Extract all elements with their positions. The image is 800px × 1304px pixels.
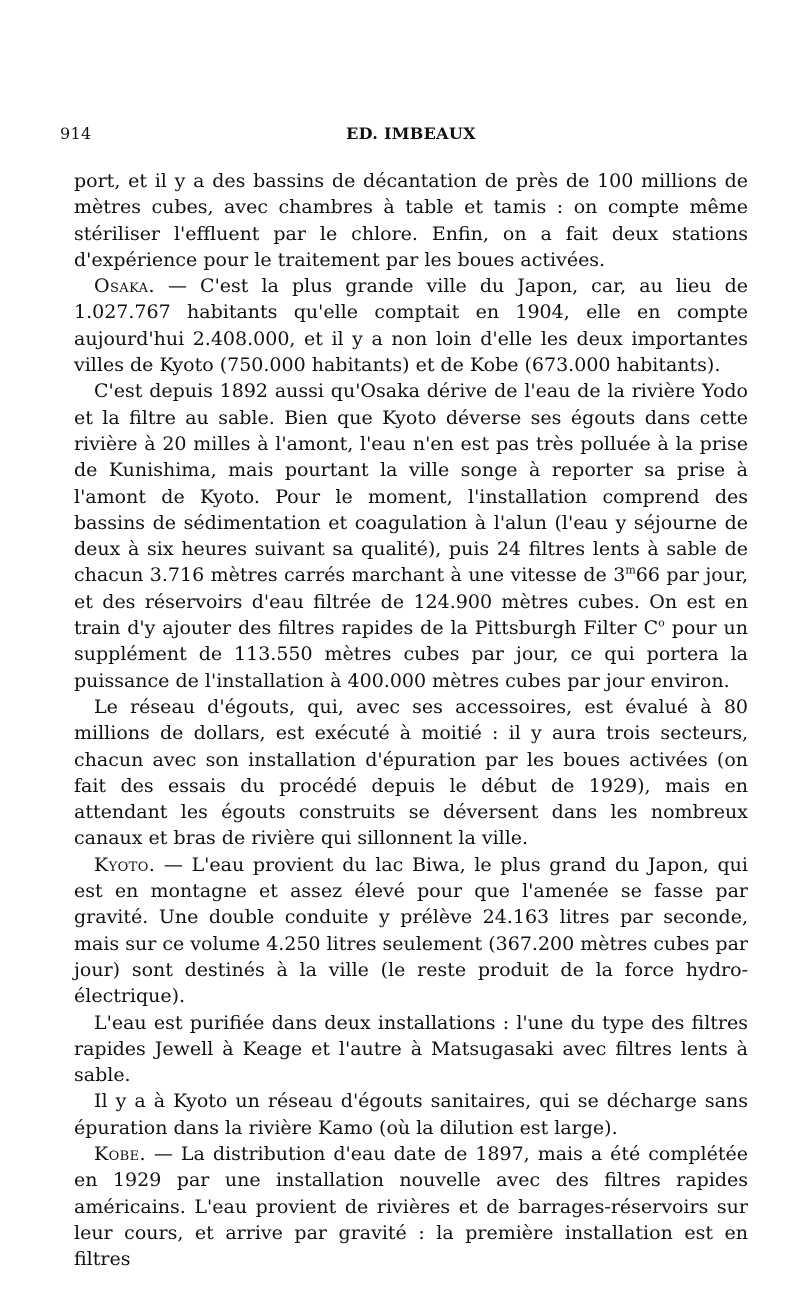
paragraph-text: — L'eau provient du lac Biwa, le plus grand du Japon, qui est en montagne et assez élevé pour que l'amenée se fasse par gravité. Une double conduite y prélève 24.163 litres par seconde, mais sur ce volume 4.250 litres seulement (367.200 mètres cubes par jour) sont destinés à la ville (le reste produit de la force hydro-électrique). <box>74 853 748 1008</box>
superscript-o: o <box>658 616 665 630</box>
paragraph-kyoto-purification <box>74 1010 748 1089</box>
section-lead-kobe: Kobe. <box>94 1142 146 1165</box>
paragraph-osaka-water <box>74 378 748 694</box>
paragraph-osaka-sewers <box>74 694 748 852</box>
paragraph-text: — La distribution d'eau date de 1897, mais a été complétée en 1929 par une installation nouvelle avec des filtres rapides américains. L'eau provient de rivières et de barrages-réservoirs sur leur cours, et arrive par gravité : la première installation est en filtres <box>74 1142 748 1271</box>
superscript-m: m <box>625 564 636 578</box>
page-number: 914 <box>60 124 92 143</box>
paragraph-osaka <box>74 273 748 378</box>
paragraph-kobe <box>74 1141 748 1272</box>
paragraph-text: — C'est la plus grande ville du Japon, car, au lieu de 1.027.767 habitants qu'elle comptait en 1904, elle en compte aujourd'hui 2.408.000, et il y a non loin d'elle les deux importantes villes de Kyoto (750.000 habitants) et de Kobe (673.000 habitants). <box>74 275 748 377</box>
paragraph-text: pour un supplément de 113.550 mètres cubes par jour, ce qui portera la puissance de l'installation à 400.000 mètres cubes par jour environ. <box>74 617 748 692</box>
paragraph-text: C'est depuis 1892 aussi qu'Osaka dérive de l'eau de la rivière Yodo et la filtre au sable. Bien que Kyoto déverse ses égouts dans cette rivière à 20 milles à l'amont, l'eau n'en est pas très polluée à la prise de Kunishima, mais pourtant la ville songe à reporter sa prise à l'amont de Kyoto. Pour le moment, l'installation comprend des bassins de sédimentation et coagulation à l'alun (l'eau y séjourne de deux à six heures suivant sa qualité), puis 24 filtres lents à sable de chacun 3.716 mètres carrés marchant à une vitesse de 3 <box>74 380 748 587</box>
paragraph-kyoto-sewers <box>74 1088 748 1141</box>
paragraph-text: L'eau est purifiée dans deux installations : l'une du type des filtres rapides Jewell à Keage et l'autre à Matsugasaki avec filtres lents à sable. <box>74 1011 748 1087</box>
paragraph-kyoto <box>74 852 748 1010</box>
paragraph-text: Il y a à Kyoto un réseau d'égouts sanitaires, qui se décharge sans épuration dans la rivière Kamo (où la dilution est large). <box>74 1090 748 1139</box>
paragraph-text: Le réseau d'égouts, qui, avec ses accessoires, est évalué à 80 millions de dollars, est exécuté à moitié : il y aura trois secteurs, chacun avec son installation d'épuration par les boues activées (on fait des essais du procédé depuis le début de 1929), mais en attendant les égouts construits se déversent dans les nombreux canaux et bras de rivière qui sillonnent la ville. <box>74 695 748 850</box>
paragraph-text: 66 par jour, et des réservoirs d'eau filtrée de 124.900 mètres cubes. On est en train d'y ajouter des filtres rapides de la Pittsburgh Filter C <box>74 564 748 640</box>
paragraph-text: port, et il y a des bassins de décantation de près de 100 millions de mètres cubes, avec chambres à table et tamis : on compte même stériliser l'effluent par le chlore. Enfin, on a fait deux stations d'expérience pour le traitement par les boues activées. <box>74 170 748 271</box>
running-title: ED. IMBEAUX <box>346 124 476 143</box>
book-page <box>60 118 748 1288</box>
paragraph-sewage-continuation <box>74 168 748 273</box>
section-lead-osaka: Osaka. <box>94 275 155 298</box>
body-text <box>74 168 748 1272</box>
running-head <box>60 118 748 150</box>
section-lead-kyoto: Kyoto. <box>94 853 156 876</box>
